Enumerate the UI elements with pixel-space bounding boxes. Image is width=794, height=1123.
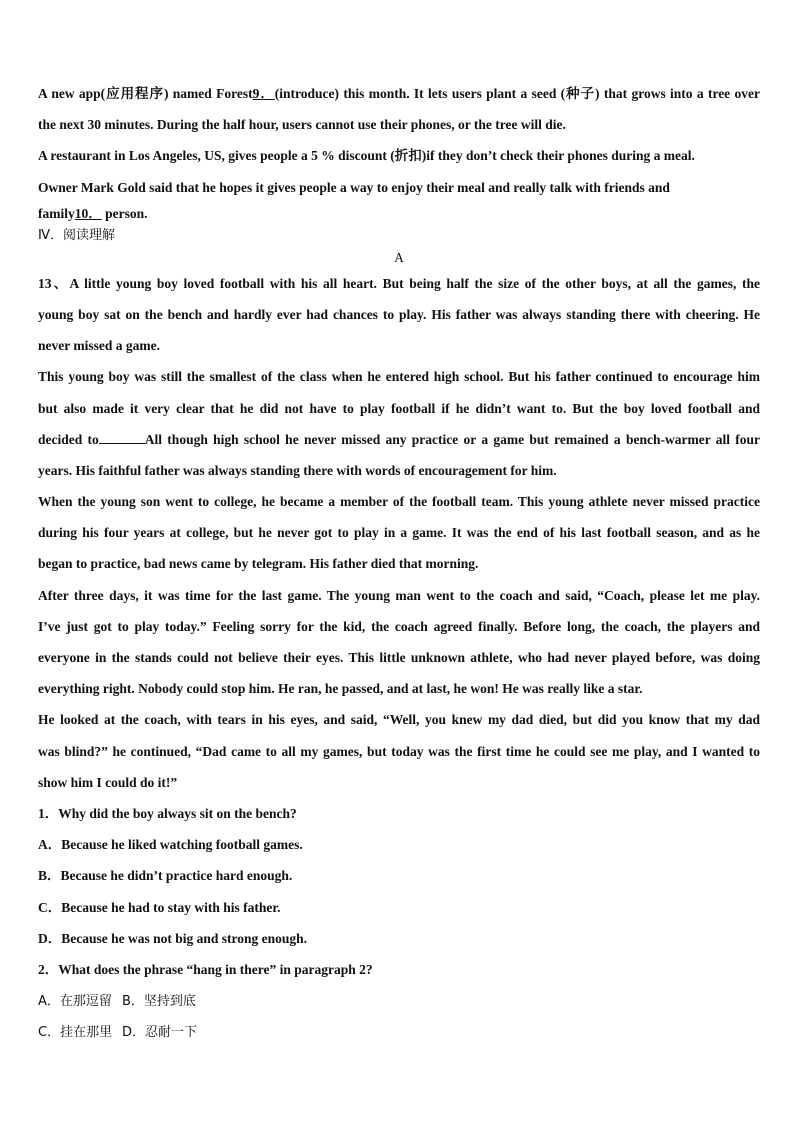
passage-text: decided to xyxy=(38,431,99,447)
passage-line xyxy=(38,424,760,455)
passage-line: was blind?” he continued, “Dad came to all my games, but today was the first time he could see me play, and I wanted to xyxy=(38,743,760,759)
passage-line: never missed a game. xyxy=(38,338,160,354)
cloze-text: (introduce) this month. It lets users plant a seed (种子) that grows into a tree over xyxy=(274,86,760,101)
passage-line: began to practice, bad news came by telegram. His father died that morning. xyxy=(38,556,479,572)
answer-option[interactable]: C．挂在那里 xyxy=(38,1025,113,1041)
cloze-line: Owner Mark Gold said that he hopes it gives people a way to enjoy their meal and really talk with friends and xyxy=(38,179,670,195)
option-row xyxy=(38,1016,760,1047)
passage-line: but also made it very clear that he did not have to play football if he didn’t want to. But the boy loved football and xyxy=(38,400,760,416)
option-row xyxy=(38,985,760,1016)
answer-option[interactable]: D．忍耐一下 xyxy=(122,1025,198,1041)
blank-number-9: 9． xyxy=(252,86,275,101)
cloze-line: the next 30 minutes. During the half hour, users cannot use their phones, or the tree will die. xyxy=(38,117,566,133)
passage-line: everything right. Nobody could stop him. He ran, he passed, and at last, he won! He was really like a star. xyxy=(38,681,643,697)
passage-line: When the young son went to college, he became a member of the football team. This young athlete never missed practice xyxy=(38,494,760,510)
question-stem: 1．Why did the boy always sit on the bench? xyxy=(38,805,297,821)
passage-line: young boy sat on the bench and hardly ever had chances to play. His father was always standing there with cheering. He xyxy=(38,306,760,322)
passage-line: show him I could do it!” xyxy=(38,774,178,790)
blank-number-10: 10． xyxy=(74,205,102,221)
passage-line: I’ve just got to play today.” Feeling sorry for the kid, the coach agreed finally. Before long, the coach, the players and xyxy=(38,618,760,634)
passage-line: After three days, it was time for the last game. The young man went to the coach and said, “Coach, please let me play. xyxy=(38,587,760,603)
passage-line: everyone in the stands could not believe their eyes. This little unknown athlete, who had never played before, was doing xyxy=(38,650,760,665)
section-heading: Ⅳ．阅读理解 xyxy=(38,227,115,243)
cloze-line xyxy=(38,203,760,225)
cloze-line: A restaurant in Los Angeles, US, gives people a 5 % discount (折扣)if they don’t check their phones during a meal. xyxy=(38,148,695,164)
answer-blank xyxy=(99,429,145,444)
passage-line: He looked at the coach, with tears in his eyes, and said, “Well, you knew my dad died, but did you know that my dad xyxy=(38,712,760,728)
passage-line: 13、A little young boy loved football with his all heart. But being half the size of the other boys, at all the games, the xyxy=(38,275,760,291)
cloze-text: family xyxy=(38,205,75,221)
cloze-text: person. xyxy=(101,205,148,221)
passage-line: years. His faithful father was always standing there with words of encouragement for him. xyxy=(38,462,557,478)
answer-option[interactable]: A．在那逗留 xyxy=(38,994,112,1010)
passage-text: All though high school he never missed any practice or a game but remained a bench-warmer all four xyxy=(144,431,760,447)
passage-line: during his four years at college, but he never got to play in a game. It was the end of his last football season, and as he xyxy=(38,525,760,541)
cloze-text: A new app(应用程序) named Forest xyxy=(38,86,253,101)
question-stem: 2．What does the phrase “hang in there” in paragraph 2? xyxy=(38,961,373,977)
passage-line: This young boy was still the smallest of the class when he entered high school. But his father continued to encourage him xyxy=(38,369,760,385)
answer-option[interactable]: C．Because he had to stay with his father. xyxy=(38,899,281,915)
passage-label: A xyxy=(394,249,404,265)
cloze-line xyxy=(38,78,760,109)
answer-option[interactable]: B．坚持到底 xyxy=(122,994,196,1010)
answer-option[interactable]: D．Because he was not big and strong enough. xyxy=(38,930,308,946)
answer-option[interactable]: B．Because he didn’t practice hard enough. xyxy=(38,868,293,884)
document-page xyxy=(38,78,760,1047)
answer-option[interactable]: A．Because he liked watching football games. xyxy=(38,837,303,853)
